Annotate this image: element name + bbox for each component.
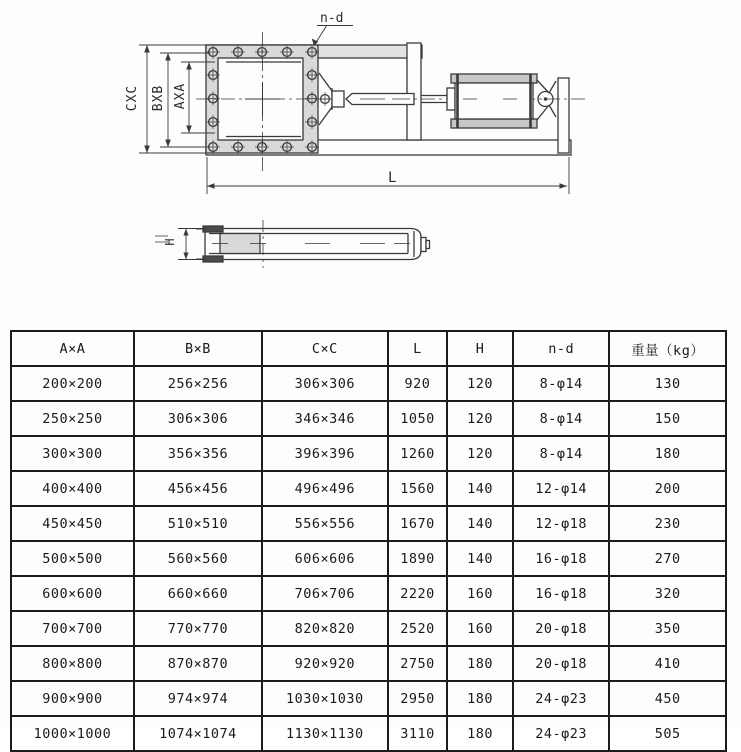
table-head bbox=[11, 331, 726, 366]
table-cell: 770×770 bbox=[134, 611, 262, 646]
table-cell: 3110 bbox=[388, 716, 447, 751]
table-cell: 400×400 bbox=[11, 471, 134, 506]
table-cell: 606×606 bbox=[262, 541, 388, 576]
table-cell: 120 bbox=[447, 436, 513, 471]
table-cell: 230 bbox=[609, 506, 726, 541]
table-row bbox=[11, 576, 726, 611]
table-cell: 706×706 bbox=[262, 576, 388, 611]
table-cell: 456×456 bbox=[134, 471, 262, 506]
table-cell: 200×200 bbox=[11, 366, 134, 401]
table-cell: 8-φ14 bbox=[513, 366, 610, 401]
column-header: 重量（kg） bbox=[609, 331, 726, 366]
table-cell: 2220 bbox=[388, 576, 447, 611]
table-cell: 306×306 bbox=[134, 401, 262, 436]
technical-drawing bbox=[0, 0, 741, 322]
table-cell: 1074×1074 bbox=[134, 716, 262, 751]
table-cell: 2520 bbox=[388, 611, 447, 646]
table-cell: 660×660 bbox=[134, 576, 262, 611]
table-cell: 180 bbox=[447, 646, 513, 681]
table-cell: 12-φ18 bbox=[513, 506, 610, 541]
column-header: B×B bbox=[134, 331, 262, 366]
table-cell: 600×600 bbox=[11, 576, 134, 611]
table-row bbox=[11, 646, 726, 681]
table-cell: 306×306 bbox=[262, 366, 388, 401]
table-cell: 1560 bbox=[388, 471, 447, 506]
table-cell: 140 bbox=[447, 471, 513, 506]
table-cell: 410 bbox=[609, 646, 726, 681]
table-cell: 920 bbox=[388, 366, 447, 401]
table-cell: 120 bbox=[447, 401, 513, 436]
table-cell: 20-φ18 bbox=[513, 646, 610, 681]
table-cell: 700×700 bbox=[11, 611, 134, 646]
dim-label-l: L bbox=[388, 170, 397, 186]
table-cell: 20-φ18 bbox=[513, 611, 610, 646]
table-row bbox=[11, 716, 726, 751]
table-cell: 510×510 bbox=[134, 506, 262, 541]
dim-label-bxb: BXB bbox=[151, 84, 166, 112]
table-cell: 800×800 bbox=[11, 646, 134, 681]
header-row bbox=[11, 331, 726, 366]
table-cell: 356×356 bbox=[134, 436, 262, 471]
table-cell: 8-φ14 bbox=[513, 401, 610, 436]
table-cell: 1030×1030 bbox=[262, 681, 388, 716]
table-cell: 450 bbox=[609, 681, 726, 716]
table-row bbox=[11, 506, 726, 541]
table-cell: 180 bbox=[447, 716, 513, 751]
table-row bbox=[11, 366, 726, 401]
table-row bbox=[11, 681, 726, 716]
column-header: H bbox=[447, 331, 513, 366]
dim-label-nd: n-d bbox=[320, 11, 344, 26]
table-cell: 12-φ14 bbox=[513, 471, 610, 506]
table-cell: 396×396 bbox=[262, 436, 388, 471]
table-cell: 1050 bbox=[388, 401, 447, 436]
column-header: A×A bbox=[11, 331, 134, 366]
table-cell: 16-φ18 bbox=[513, 576, 610, 611]
table-cell: 1130×1130 bbox=[262, 716, 388, 751]
table-row bbox=[11, 471, 726, 506]
side-view bbox=[196, 220, 430, 268]
table-body bbox=[11, 366, 726, 751]
column-header: n-d bbox=[513, 331, 610, 366]
table-cell: 920×920 bbox=[262, 646, 388, 681]
table-row bbox=[11, 401, 726, 436]
table-cell: 556×556 bbox=[262, 506, 388, 541]
table-cell: 24-φ23 bbox=[513, 681, 610, 716]
plan-view bbox=[196, 32, 586, 171]
table-cell: 1890 bbox=[388, 541, 447, 576]
table-cell: 130 bbox=[609, 366, 726, 401]
table-cell: 350 bbox=[609, 611, 726, 646]
table-cell: 2750 bbox=[388, 646, 447, 681]
table-cell: 250×250 bbox=[11, 401, 134, 436]
table-cell: 140 bbox=[447, 506, 513, 541]
table-cell: 820×820 bbox=[262, 611, 388, 646]
table-cell: 560×560 bbox=[134, 541, 262, 576]
table-cell: 120 bbox=[447, 366, 513, 401]
table-cell: 450×450 bbox=[11, 506, 134, 541]
table-cell: 300×300 bbox=[11, 436, 134, 471]
table-cell: 140 bbox=[447, 541, 513, 576]
table-cell: 1000×1000 bbox=[11, 716, 134, 751]
table-cell: 150 bbox=[609, 401, 726, 436]
table-row bbox=[11, 436, 726, 471]
table-cell: 270 bbox=[609, 541, 726, 576]
dim-label-h: H bbox=[163, 238, 177, 246]
dimension-table bbox=[10, 330, 727, 752]
table-cell: 160 bbox=[447, 576, 513, 611]
table-cell: 2950 bbox=[388, 681, 447, 716]
column-header: C×C bbox=[262, 331, 388, 366]
table-cell: 320 bbox=[609, 576, 726, 611]
table-cell: 8-φ14 bbox=[513, 436, 610, 471]
dim-label-cxc: CXC bbox=[125, 84, 140, 112]
table-cell: 24-φ23 bbox=[513, 716, 610, 751]
table-cell: 1670 bbox=[388, 506, 447, 541]
table-cell: 16-φ18 bbox=[513, 541, 610, 576]
table-cell: 180 bbox=[447, 681, 513, 716]
dim-label-axa: AXA bbox=[173, 82, 188, 110]
table-cell: 160 bbox=[447, 611, 513, 646]
table-cell: 505 bbox=[609, 716, 726, 751]
table-cell: 1260 bbox=[388, 436, 447, 471]
table-cell: 346×346 bbox=[262, 401, 388, 436]
table-cell: 496×496 bbox=[262, 471, 388, 506]
table-cell: 180 bbox=[609, 436, 726, 471]
column-header: L bbox=[388, 331, 447, 366]
table-cell: 870×870 bbox=[134, 646, 262, 681]
table-cell: 200 bbox=[609, 471, 726, 506]
table-cell: 900×900 bbox=[11, 681, 134, 716]
table-cell: 500×500 bbox=[11, 541, 134, 576]
table-cell: 256×256 bbox=[134, 366, 262, 401]
table-row bbox=[11, 541, 726, 576]
table-cell: 974×974 bbox=[134, 681, 262, 716]
table-row bbox=[11, 611, 726, 646]
